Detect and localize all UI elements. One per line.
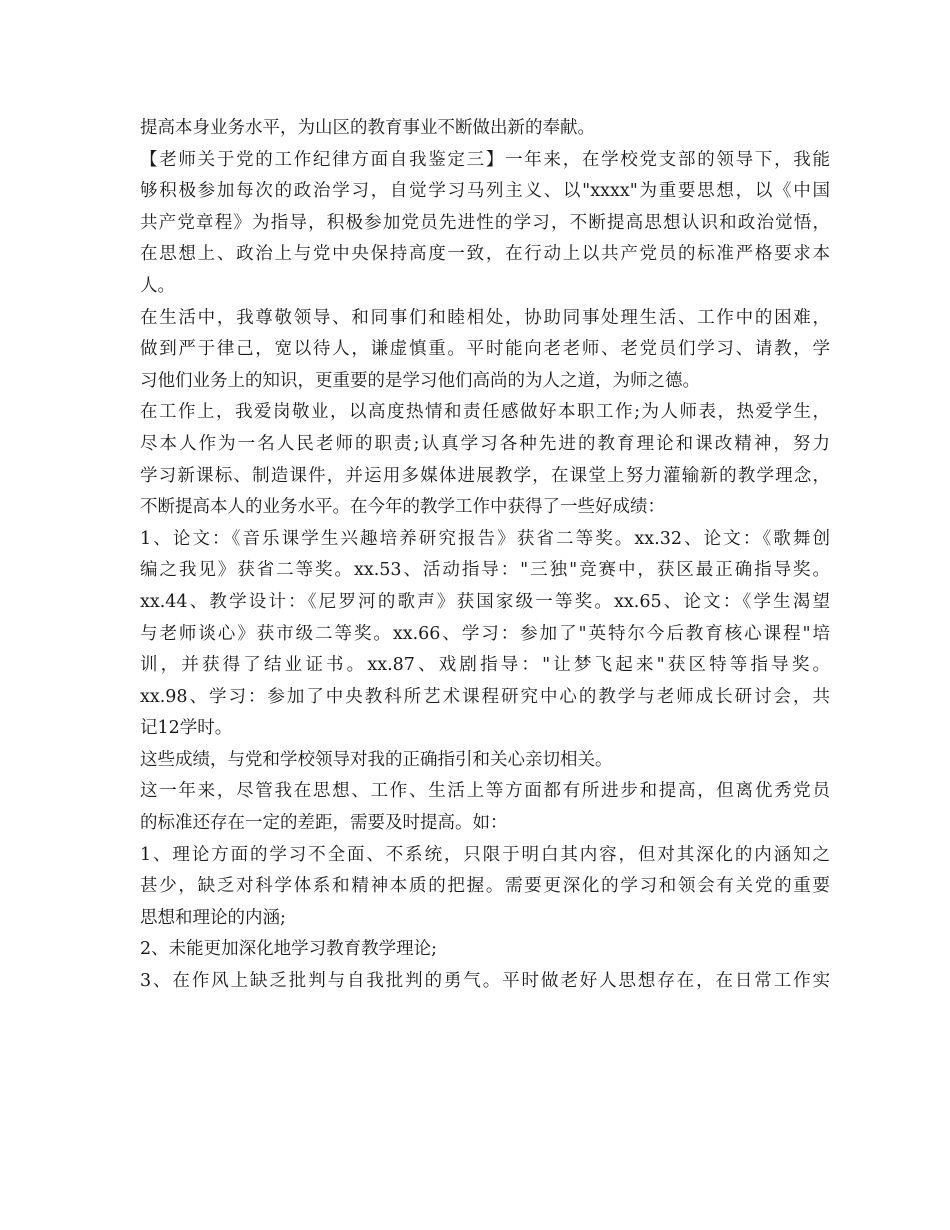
text-line: 人。 xyxy=(140,275,175,296)
text-line: 提高本身业务水平，为山区的教育事业不断做出新的奉献。 xyxy=(140,118,595,138)
text-line: 训，并获得了结业证书。xx.87、戏剧指导："让梦飞起来"获区特等指导奖。 xyxy=(140,655,830,676)
text-line: 在工作上，我爱岗敬业，以高度热情和责任感做好本职工作;为人师表，热爱学生， xyxy=(140,402,830,423)
text-line: 学习新课标、制造课件，并运用多媒体进展教学，在课堂上努力灌输新的教学理念， xyxy=(140,465,830,486)
text-line: 2、未能更加深化地学习教育教学理论; xyxy=(140,939,438,960)
text-line: 与老师谈心》获市级二等奖。xx.66、学习：参加了"英特尔今后教育核心课程"培 xyxy=(140,623,830,644)
text-line: xx.44、教学设计：《尼罗河的歌声》获国家级一等奖。xx.65、论文：《学生渴望 xyxy=(140,591,830,612)
text-line: 习他们业务上的知识，更重要的是学习他们高尚的为人之道，为师之德。 xyxy=(140,370,700,391)
text-line: 的标准还存在一定的差距，需要及时提高。如： xyxy=(140,813,508,834)
text-line: 做到严于律己，宽以待人，谦虚慎重。平时能向老老师、老党员们学习、请教，学 xyxy=(140,339,830,360)
text-line: 编之我见》获省二等奖。xx.53、活动指导："三独"竞赛中，获区最正确指导奖。 xyxy=(140,560,830,581)
text-line: 甚少，缺乏对科学体系和精神本质的把握。需要更深化的学习和领会有关党的重要 xyxy=(140,876,830,897)
document-body xyxy=(140,113,830,998)
text-line: 这一年来，尽管我在思想、工作、生活上等方面都有所进步和提高，但离优秀党员 xyxy=(140,781,830,802)
text-line: 1、理论方面的学习不全面、不系统，只限于明白其内容，但对其深化的内涵知之 xyxy=(140,844,830,865)
text-line: 这些成绩，与党和学校领导对我的正确指引和关心亲切相关。 xyxy=(140,749,613,770)
text-line: xx.98、学习：参加了中央教科所艺术课程研究中心的教学与老师成长研讨会，共 xyxy=(140,686,830,707)
text-line: 记12学时。 xyxy=(140,718,233,739)
text-line: 尽本人作为一名人民老师的职责;认真学习各种先进的教育理论和课改精神，努力 xyxy=(140,433,830,454)
text-line: 3、在作风上缺乏批判与自我批判的勇气。平时做老好人思想存在，在日常工作实 xyxy=(140,971,830,992)
text-line: 1、论文：《音乐课学生兴趣培养研究报告》获省二等奖。xx.32、论文：《歌舞创 xyxy=(140,528,830,549)
text-line: 在生活中，我尊敬领导、和同事们和睦相处，协助同事处理生活、工作中的困难， xyxy=(140,307,830,328)
text-line: 在思想上、政治上与党中央保持高度一致，在行动上以共产党员的标准严格要求本 xyxy=(140,244,830,265)
text-line: 【老师关于党的工作纪律方面自我鉴定三】一年来，在学校党支部的领导下，我能 xyxy=(140,149,830,170)
text-line: 够积极参加每次的政治学习，自觉学习马列主义、以"xxxx"为重要思想，以《中国 xyxy=(140,181,830,202)
text-line: 思想和理论的内涵; xyxy=(140,907,286,928)
text-line: 共产党章程》为指导，积极参加党员先进性的学习，不断提高思想认识和政治觉悟， xyxy=(140,212,830,233)
text-line: 不断提高本人的业务水平。在今年的教学工作中获得了一些好成绩： xyxy=(140,497,665,518)
